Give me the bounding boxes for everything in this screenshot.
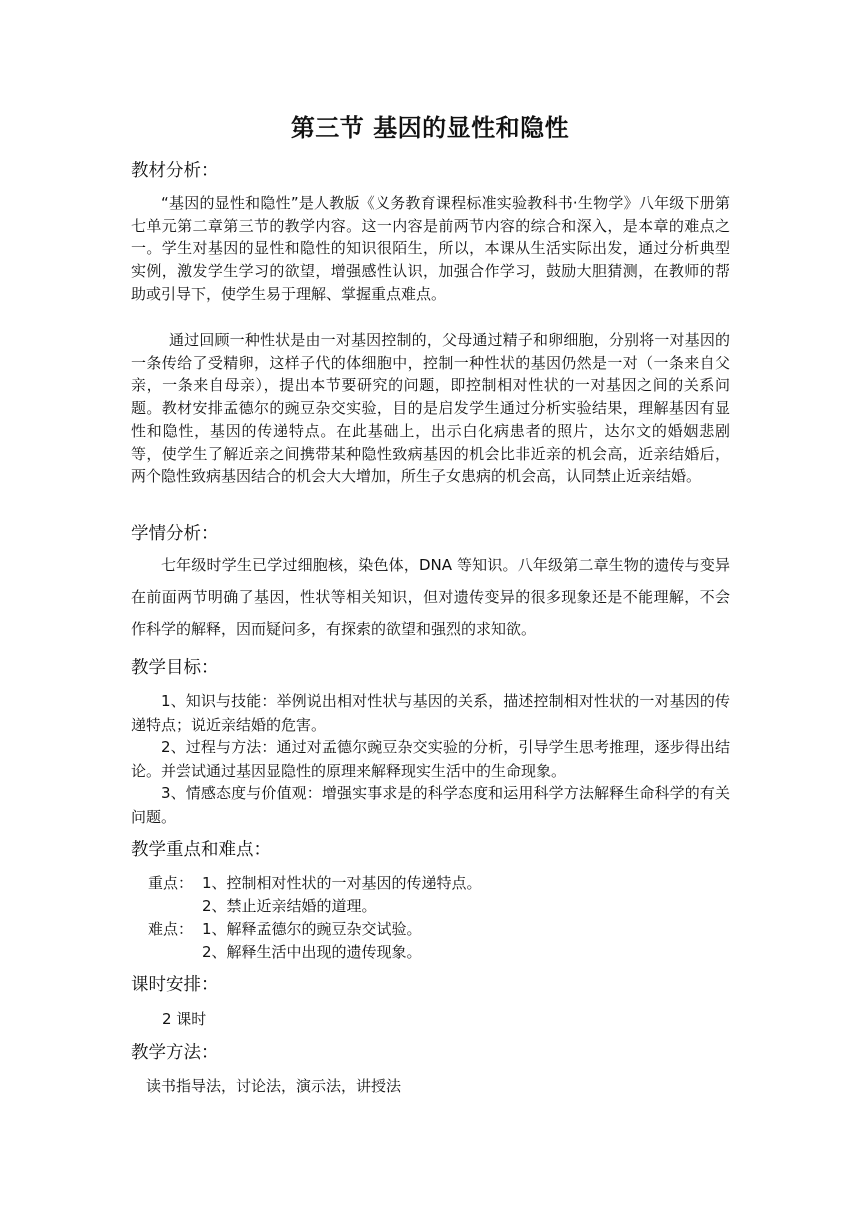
heading-key-and-difficult-points: 教学重点和难点： [131, 840, 271, 860]
goal-process-methods: 2、过程与方法：通过对孟德尔豌豆杂交实验的分析，引导学生思考推理，逐步得出结论。并尝试通过基因显隐性的原理来解释现实生活中的生命现象。 [131, 738, 730, 780]
textbook-analysis-paragraph-2: 通过回顾一种性状是由一对基因控制的，父母通过精子和卵细胞，分别将一对基因的一条传给了受精卵，这样子代的体细胞中，控制一种性状的基因仍然是一对（一条来自父亲，一条来自母亲），提出本节要研究的问题，即控制相对性状的一对基因之间的关系问题。教材安排孟德尔的豌豆杂交实验，目的是启发学生通过分析实验结果，理解基因有显性和隐性，基因的传递特点。在此基础上，出示白化病患者的照片，达尔文的婚姻悲剧等，使学生了解近亲之间携带某种隐性致病基因的机会比非近亲的机会高，近亲结婚后，两个隐性致病基因结合的机会大大增加，所生子女患病的机会高，认同禁止近亲结婚。 [131, 331, 730, 486]
heading-learner-analysis: 学情分析： [131, 524, 219, 544]
textbook-analysis-paragraph-1: “基因的显性和隐性”是人教版《义务教育课程标准实验教科书·生物学》八年级下册第七单元第二章第三节的教学内容。这一内容是前两节内容的综合和深入，是本章的难点之一。学生对基因的显性和隐性的知识很陌生，所以，本课从生活实际出发，通过分析典型实例，激发学生学习的欲望，增强感性认识，加强合作学习，鼓励大胆猜测，在教师的帮助或引导下，使学生易于理解、掌握重点难点。 [131, 194, 730, 303]
class-hours-value: 2 课时 [162, 1010, 207, 1028]
goal-emotion-values: 3、情感态度与价值观：增强实事求是的科学态度和运用科学方法解释生命科学的有关问题。 [131, 784, 730, 826]
heading-teaching-methods: 教学方法： [131, 1043, 219, 1063]
key-point-1: 1、控制相对性状的一对基因的传递特点。 [202, 874, 482, 892]
goal-knowledge-skills: 1、知识与技能：举例说出相对性状与基因的关系，描述控制相对性状的一对基因的传递特点；说近亲结婚的危害。 [131, 692, 730, 734]
difficult-point-1: 1、解释孟德尔的豌豆杂交试验。 [202, 920, 422, 938]
page-title: 第三节 基因的显性和隐性 [290, 114, 570, 142]
learner-analysis-paragraph: 七年级时学生已学过细胞核，染色体，DNA 等知识。八年级第二章生物的遗传与变异在前面两节明确了基因，性状等相关知识，但对遗传变异的很多现象还是不能理解，不会作科学的解释，因而疑问多，有探索的欲望和强烈的求知欲。 [131, 556, 730, 638]
difficult-point-label: 难点： [148, 920, 194, 938]
teaching-methods-value: 读书指导法，讨论法，演示法，讲授法 [146, 1077, 402, 1095]
difficult-point-2: 2、解释生活中出现的遗传现象。 [202, 943, 422, 961]
heading-teaching-goals: 教学目标： [131, 658, 219, 678]
key-point-2: 2、禁止近亲结婚的道理。 [202, 897, 377, 915]
heading-class-schedule: 课时安排： [131, 975, 219, 995]
heading-textbook-analysis: 教材分析： [131, 161, 219, 181]
key-point-label: 重点： [148, 874, 194, 892]
